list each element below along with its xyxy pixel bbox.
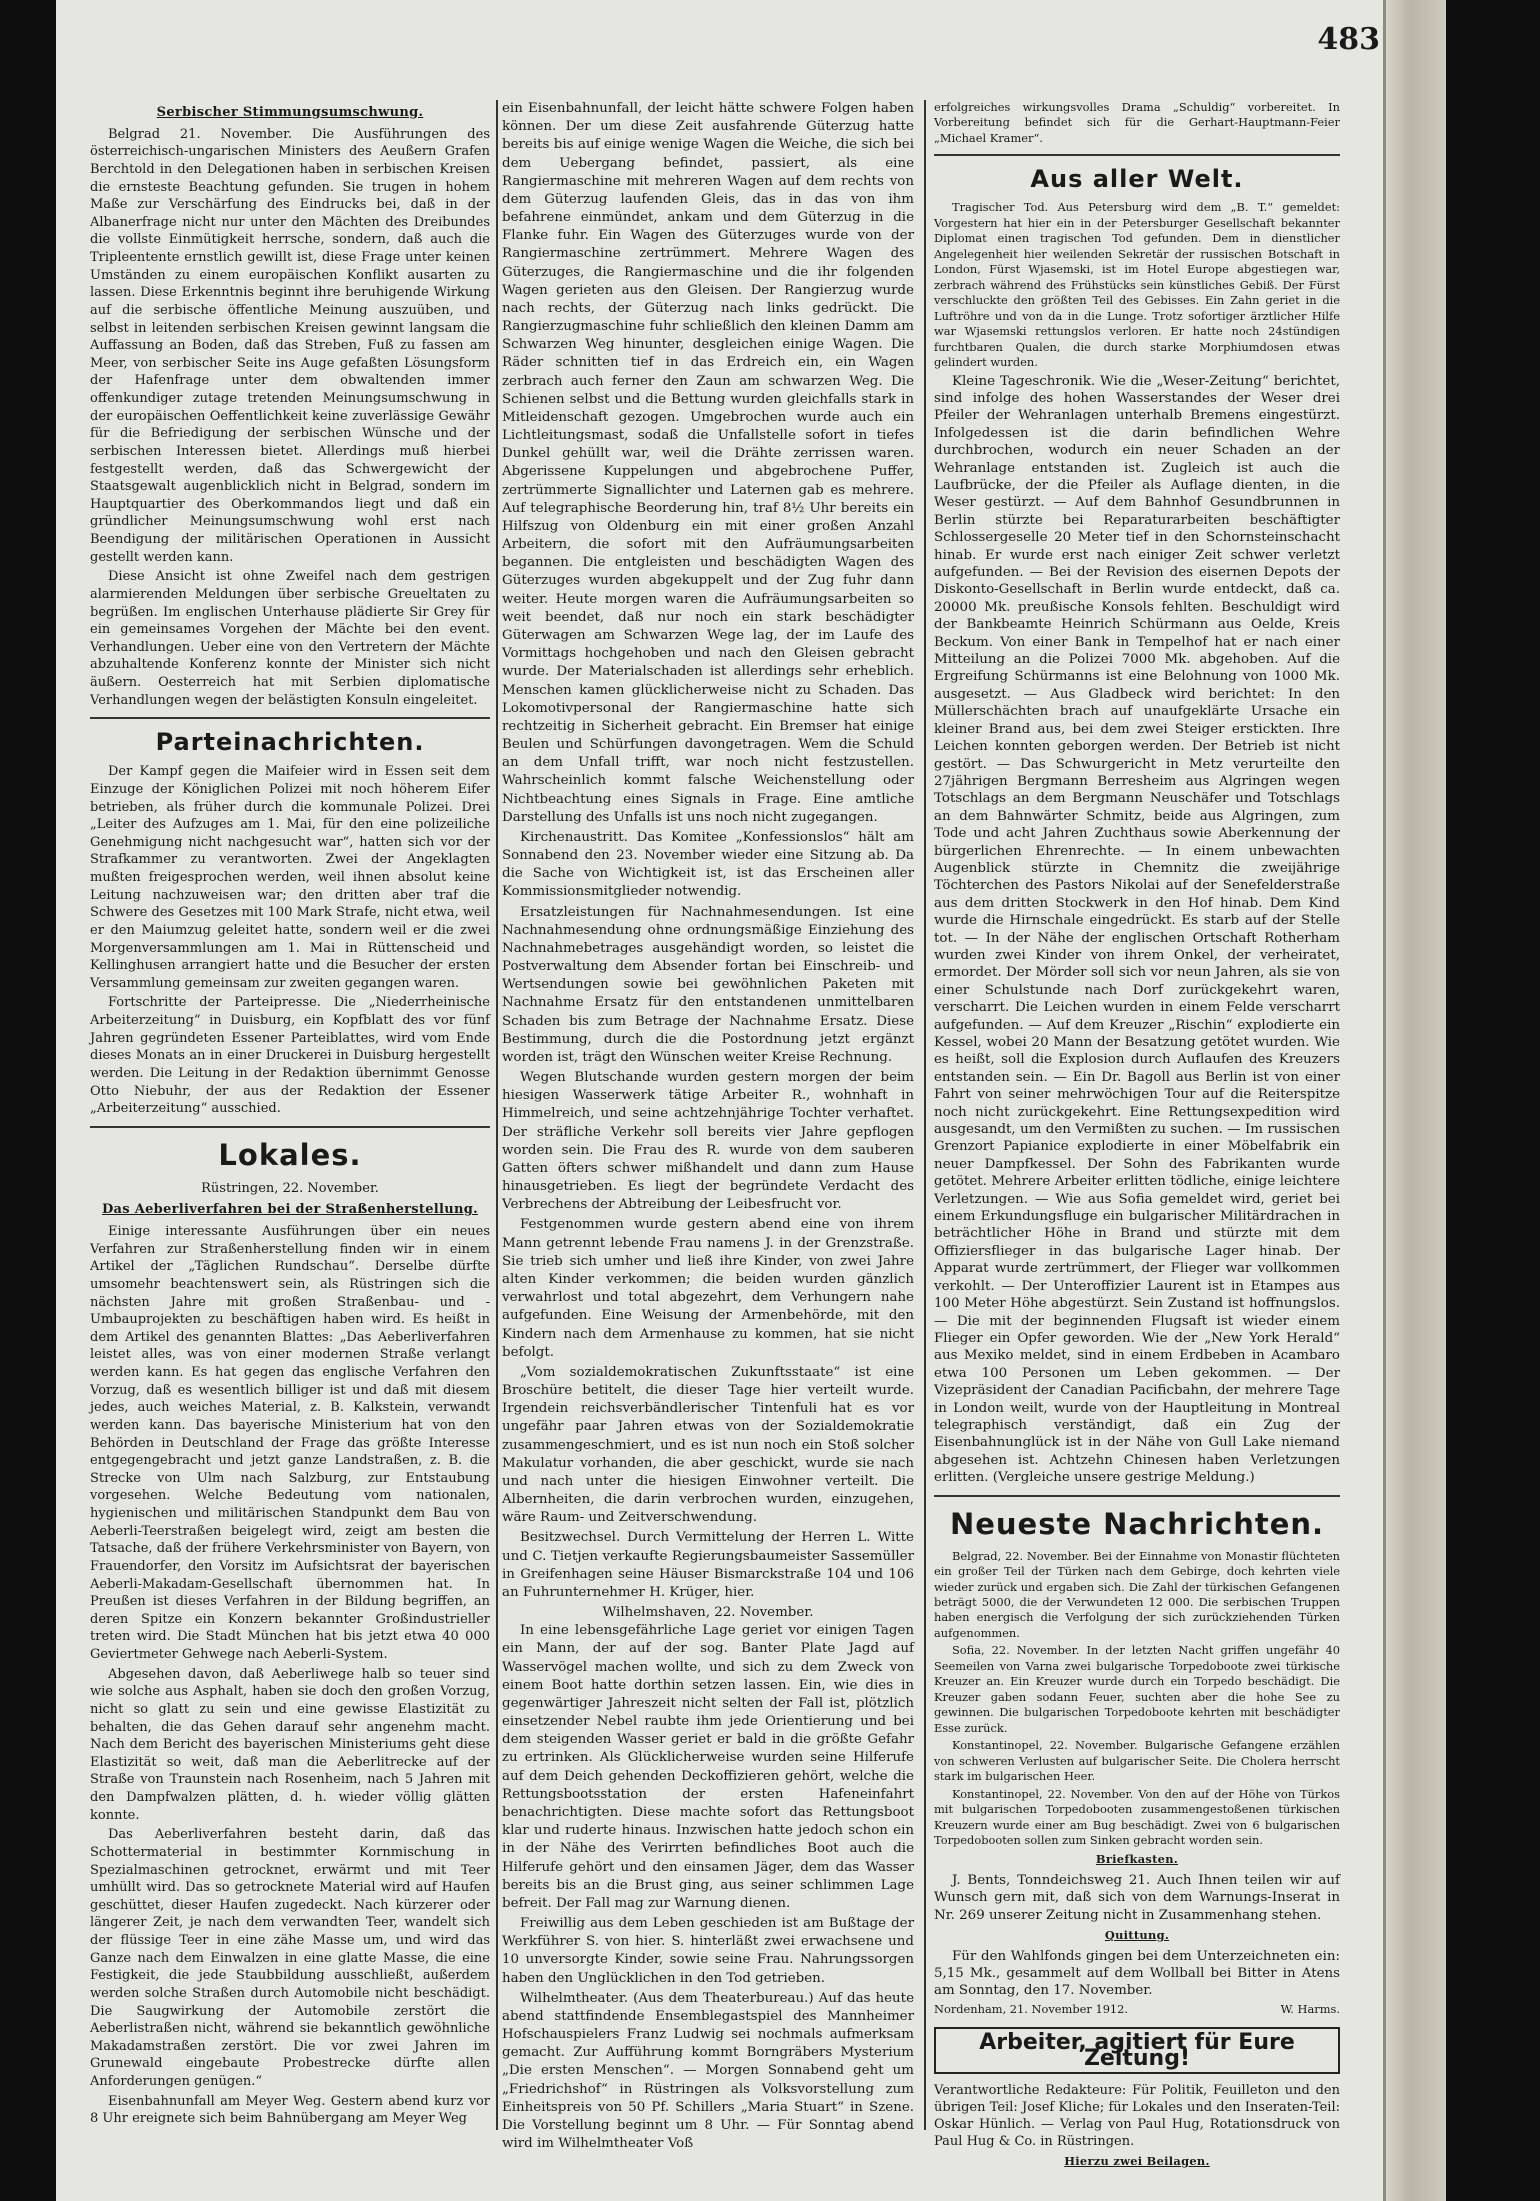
section-rule: [934, 1495, 1340, 1497]
column-rule: [924, 100, 926, 2130]
article-paragraph: Belgrad 21. November. Die Ausführungen des österreichisch-ungarischen Ministers des Aeußern Grafen Berchtold in den Delegationen haben in serbischen Kreisen die ernsteste Beachtung gefunden. Sie trugen in hohem Maße zur Verschärfung des Eindrucks bei, daß in der Albanerfrage nicht nur unter den Mächten des Dreibundes die vollste Einmütigkeit herrsche, sondern, daß auch die Tripleentente ernstlich gewillt ist, diese Frage unter keinen Umständen zu einem europäischen Konflikt ausarten zu lassen. Diese Erkenntnis beginnt ihre beruhigende Wirkung auf die serbische öffentliche Meinung auszuüben, und selbst in leitenden serbischen Kreisen gewinnt langsam die Auffassung an Boden, daß das Streben, Fuß zu fassen am Meer, von serbischer Seite ins Auge gefaßten Lösungsform der Hafenfrage unter dem obwaltenden immer offenkundiger zutage tretenden Meinungsumschwung in der europäischen Oeffentlichkeit keine zuverlässige Gewähr für die Befriedigung der serbischen Wünsche und der serbischen Interessen bietet. Allerdings muß hierbei festgestellt werden, daß das Schwergewicht der Staatsgewalt augenblicklich nicht in Belgrad, sondern im Hauptquartier des Oberkommandos liegt und daß ein gründlicher Meinungsumschwung wohl erst nach Beendigung der militärischen Operationen in Aussicht gestellt werden kann.: [90, 126, 490, 565]
imprint: Verantwortliche Redakteure: Für Politik, Feuilleton und den übrigen Teil: Josef Kliche; für Lokales und den Inseraten-Teil: Oskar Hünlich. — Verlag von Paul Hug, Rotationsdruck von Paul Hug & Co. in Rüstringen.: [934, 2083, 1340, 2150]
article-paragraph: Abgesehen davon, daß Aeberliwege halb so teuer sind wie solche aus Asphalt, haben sie doch den großen Vorzug, nicht so glatt zu sein und eine gewisse Elastizität zu behalten, die das Gehen darauf sehr angenehm macht. Nach dem Bericht des bayerischen Ministeriums geht diese Elastizität so weit, daß man die Aeberlitrecke auf der Straße von Traunstein nach Rosenheim, nach 5 Jahren mit den Dampfwalzen plätten, d. h. wieder völlig glätten konnte.: [90, 1666, 490, 1823]
article-paragraph: Der Kampf gegen die Maifeier wird in Essen seit dem Einzuge der Königlichen Polizei mit noch höherem Eifer betrieben, als früher durch die kommunale Polizei. Drei „Leiter des Aufzuges am 1. Mai, für den eine polizeiliche Genehmigung nicht nachgesucht war“, hatten sich vor der Strafkammer zu verantworten. Zwei der Angeklagten mußten freigesprochen werden, weil ihnen absolut keine Leitung nachzuweisen war; den dritten aber traf die Schwere des Gesetzes mit 100 Mark Strafe, nicht etwa, weil er den Maiumzug geleitet hatte, sondern weil er die zwei Morgenversammlungen am 1. Mai in Rüttenscheid und Kellinghusen arrangiert hatte und die Besucher der ersten Versammlung gemeinsam zur zweiten gegangen waren.: [90, 764, 490, 991]
article-paragraph: Fortschritte der Parteipresse. Die „Niederrheinische Arbeiterzeitung“ in Duisburg, ein Kopfblatt des vor fünf Jahren gegründeten Essener Parteiblattes, wird vom Ende dieses Monats an in einer Druckerei in Duisburg hergestellt werden. Die Leitung in der Redaktion übernimmt Genosse Otto Niebuhr, der aus der Redaktion der Essener „Arbeiterzeitung“ ausschied.: [90, 995, 490, 1117]
article-paragraph: Kirchenaustritt. Das Komitee „Konfessionslos“ hält am Sonnabend den 23. November wieder eine Sitzung ab. Da die Sache von Wichtigkeit ist, ist das Erscheinen aller Kommissionsmitglieder notwendig.: [502, 829, 914, 900]
article-paragraph: Belgrad, 22. November. Bei der Einnahme von Monastir flüchteten ein großer Teil der Türken nach dem Gebirge, doch kehrten viele wieder zurück und ergaben sich. Die Zahl der türkischen Gefangenen beträgt 5000, die der Verwundeten 12 000. Die serbischen Truppen haben energisch die Verfolgung der sich zurückziehenden Türken aufgenommen.: [934, 1548, 1340, 1640]
article-paragraph: Konstantinopel, 22. November. Bulgarische Gefangene erzählen von schweren Verlusten auf bulgarischer Seite. Die Cholera herrscht stark im bulgarischen Heer.: [934, 1738, 1340, 1784]
section-heading: Aus aller Welt.: [1030, 165, 1244, 194]
article-paragraph: Wilhelmtheater. (Aus dem Theaterbureau.) Auf das heute abend stattfindende Ensemblegastspiel des Mannheimer Hofschauspielers Franz Ludwig sei nochmals aufmerksam gemacht. Zur Aufführung kommt Borngräbers Mysterium „Die ersten Menschen“. — Morgen Sonnabend geht um „Friedrichshof“ in Rüstringen als Volksvorstellung zum Einheitspreis von 50 Pf. Schillers „Maria Stuart“ in Szene. Die Vorstellung beginnt um 8 Uhr. — Für Sonntag abend wird im Wilhelmtheater Voß: [502, 1990, 914, 2152]
article-paragraph: Diese Ansicht ist ohne Zweifel nach dem gestrigen alarmierenden Meldungen über serbische Greueltaten zu begrüßen. Im englischen Unterhause plädierte Sir Grey für ein gemeinsames Vorgehen der Mächte bei den event. Verhandlungen. Ueber eine von den Vertretern der Mächte abzuhaltende Konferenz konnte der Minister sich nicht äußern. Oesterreich hat mit Serbien diplomatische Verhandlungen wegen der belästigten Konsuln eingeleitet.: [90, 569, 490, 708]
article-paragraph: „Vom sozialdemokratischen Zukunftsstaate“ ist eine Broschüre betitelt, die dieser Tage hier verteilt wurde. Irgendein reichsverbändlerischer Tintenfuli hat es vor ungefähr paar Jahren etwas von der Sozialdemokratie zusammengeschmiert, und es ist nun noch ein Stoß solcher Makulatur vorhanden, die aber geschickt, wurde sie nach und nach unter die hiesigen Einwohner verteilt. Die Albernheiten, die darin verbrochen wurden, einzugehen, wäre Raum- und Zeitverschwendung.: [502, 1364, 914, 1526]
article-paragraph: Eisenbahnunfall am Meyer Weg. Gestern abend kurz vor 8 Uhr ereignete sich beim Bahnübergang am Meyer Weg: [90, 2093, 490, 2127]
column-rule: [496, 100, 498, 2130]
section-heading: Neueste Nachrichten.: [949, 1506, 1325, 1541]
signature-line: [934, 2002, 1340, 2017]
column-1: [90, 100, 490, 2130]
article-headline: Das Aeberliverfahren bei der Straßenherstellung.: [101, 1202, 478, 1218]
section-rule: [90, 1126, 490, 1128]
supplement-note: Hierzu zwei Beilagen.: [1064, 2154, 1210, 2169]
article-paragraph: Konstantinopel, 22. November. Von den auf der Höhe von Türkos mit bulgarischen Torpedobooten zusammengestoßenen türkischen Kreuzern wurde einer am Bug beschädigt. Zwei von 6 bulgarischen Torpedobooten sollen zum Sinken gebracht worden sein.: [934, 1786, 1340, 1847]
article-paragraph: Kleine Tageschronik. Wie die „Weser-Zeitung“ berichtet, sind infolge des hohen Wasserstandes der Weser drei Pfeiler der Wehranlagen unterhalb Bremens eingestürzt. Infolgedessen ist die darin befindlichen Wehre durchbrochen, wodurch ein neuer Schaden an der Wehranlage entstanden ist. Zugleich ist auch die Laufbrücke, der die Pfeiler als Auflage dienten, in die Weser gestürzt. — Auf dem Bahnhof Gesundbrunnen in Berlin stürzte bei Reparaturarbeiten beschäftigter Schlossergeselle 20 Meter tief in den Schornsteinschacht hinab. Er wurde erst nach einiger Zeit schwer verletzt aufgefunden. — Bei der Revision des eisernen Depots der Diskonto-Gesellschaft in Berlin wurde entdeckt, daß ca. 20000 Mk. preußische Konsols fehlten. Beschuldigt wird der Bankbeamte Heinrich Schürmann aus Oelde, Kreis Beckum. Von einer Bank in Tempelhof hat er nach einer Mitteilung an die Polizei 7000 Mk. abgehoben. Auf die Ergreifung Schürmanns ist eine Belohnung von 1000 Mk. ausgesetzt. — Aus Gladbeck wird berichtet: In den Müllerschächten brach auf unaufgeklärte Ursache ein kleiner Brand aus, bei dem zwei Steiger erstickten. Ihre Leichen konnten geborgen werden. Der Betrieb ist nicht gestört. — Das Schwurgericht in Metz verurteilte den 27jährigen Bergmann Berresheim aus Algringen wegen Totschlags an dem Bergmann Neuschäfer und Totschlags an dem Bahnwärter Schmitz, beide aus Algringen, zum Tode und acht Jahren Zuchthaus sowie Aberkennung der bürgerlichen Ehrenrechte. — In einem unbewachten Augenblick stürzte in Chemnitz die zweijährige Töchterchen des Pastors Nikolai auf der Senefelderstraße aus dem dritten Stockwerk in den Hof hinab. Dem Kind wurde die Hirnschale eingedrückt. Es starb auf der Stelle tot. — In der Nähe der englischen Ortschaft Rotherham wurden zwei Kinder von ihrem Onkel, der verheiratet, ermordet. Der Mörder soll sich vor neun Jahren, als sie von einer Schulstunde nach Dorf zurückgekehrt waren, verscharrt. Die Leichen wurden in einem Felde verscharrt aufgefunden. — Auf dem Kreuzer „Rischin“ explodierte ein Kessel, wobei 20 Mann der Besatzung getötet wurden. Wie es heißt, soll die Explosion durch Auflaufen des Kreuzers entstanden sein. — Ein Dr. Bagoll aus Berlin ist von einer Fahrt von seiner mehrwöchigen Tour auf die Reiterspitze noch nicht zurückgekehrt. Eine Rettungsexpedition wird ausgesandt, um den Vermißten zu suchen. — Im russischen Grenzort Papianice explodierte in einer Möbelfabrik ein neuer Dampfkessel. Der Sohn des Fabrikanten wurde getötet. Mehrere Arbeiter erlitten tödliche, einige leichtere Verletzungen. — Wie aus Sofia gemeldet wird, geriet bei einem Erkundungsfluge ein bulgarischer Militärdrachen in beträchtlicher Höhe in Brand und stürzte mit dem Offiziersflieger in das bulgarische Lager hinab. Der Apparat wurde zertrümmert, der Flieger war vollkommen verkohlt. — Der Unteroffizier Laurent ist in Etampes aus 100 Meter Höhe abgestürzt. Sein Zustand ist hoffnungslos. — Die mit der beginnenden Flugsaft ist wieder einem Flieger ein Opfer geworden. Wie der „New York Herald“ aus Mexiko meldet, sind in einem Erdbeben in Acambaro etwa 100 Personen um Leben gekommen. — Der Vizepräsident der Canadian Pacificbahn, der mehrere Tage in London weilt, wurde von der Hauptleitung in Montreal telegraphisch verständigt, daß ein Zug der Eisenbahnunglück ist in der Nähe von Gull Lake niemand abgesehen ist. Achtzehn Chinesen haben Verletzungen erlitten. (Vergleiche unsere gestrige Meldung.): [934, 373, 1340, 1486]
article-paragraph: Besitzwechsel. Durch Vermittelung der Herren L. Witte und C. Tietjen verkaufte Regierungsbaumeister Sassemüller in Greifenhagen seine Häuser Bismarckstraße 104 und 106 an Fuhrunternehmer H. Krüger, hier.: [502, 1530, 914, 1600]
article-paragraph: Tragischer Tod. Aus Petersburg wird dem „B. T.“ gemeldet: Vorgestern hat hier ein in der Petersburger Gesellschaft bekannter Diplomat einen tragischen Tod gefunden. Dem in dienstlicher Angelegenheit hier weilenden Sekretär der russischen Botschaft in London, Fürst Wjasemski, ist im Hotel Europe abgestiegen war, zerbrach während des Frühstücks sein künstliches Gebiß. Der Fürst verschluckte den größten Teil des Gebisses. Ein Zahn geriet in die Luftröhre und von da in die Lunge. Trotz sofortiger ärztlicher Hilfe war Wjasemski rettungslos verloren. Er hatte noch 24stündigen furchtbaren Qualen, die durch starke Morphiumdosen etwas gelindert wurden.: [934, 200, 1340, 370]
section-heading: Lokales.: [218, 1137, 362, 1172]
article-paragraph: Sofia, 22. November. In der letzten Nacht griffen ungefähr 40 Seemeilen von Varna zwei bulgarische Torpedoboote zwei türkische Kreuzer an. Ein Kreuzer wurde durch ein Torpedo beschädigt. Die Kreuzer gaben sodann Feuer, suchten aber die hohe See zu gewinnen. Die bulgarischen Torpedoboote kehrten mit beschädigter Esse zurück.: [934, 1643, 1340, 1735]
article-paragraph: Das Aeberliverfahren besteht darin, daß das Schottermaterial in bestimmter Kornmischung in Spezialmaschinen getrocknet, erwärmt und mit Teer umhüllt wird. Das so getrocknete Material wird auf Haufen geschüttet, dieser Haufen zugedeckt. Nach kürzerer oder längerer Zeit, je nach dem verwandten Teer, wandelt sich der flüssige Teer in eine zähe Masse um, und wird das Ganze nach dem Einwalzen in eine glatte Masse, die eine Festigkeit, die jede Staubbildung ausschließt, außerdem werden solche Straßen durch Automobile nicht beschädigt. Die Saugwirkung der Automobile zerstört die Aeberlistraßen nicht, während sie bekanntlich gewöhnliche Makadamstraßen zerstört. Die vor zwei Jahren im Grunewald eingebaute Probestrecke dürfte allen Anforderungen genügen.“: [90, 1827, 490, 2089]
article-paragraph: Für den Wahlfonds gingen bei dem Unterzeichneten ein: 5,15 Mk., gesammelt auf dem Wollball bei Bitter in Atens am Sonntag, den 17. November.: [934, 1948, 1340, 1999]
article-headline: Serbischer Stimmungsumschwung.: [156, 105, 424, 120]
article-paragraph: Ersatzleistungen für Nachnahmesendungen. Ist eine Nachnahmesendung ohne ordnungsmäßige Einziehung des Nachnahmebetrages ausgehändigt worden, so leistet die Postverwaltung dem Absender fortan bei Einschreib- und Wertsendungen sowie bei gewöhnlichen Paketen mit Nachnahme Ersatz für den entstandenen unmittelbaren Schaden bis zum Betrage der Nachnahme Ersatz. Diese Bestimmung, durch die die Postordnung jetzt ergänzt worden ist, trägt den Wünschen weiter Kreise Rechnung.: [502, 904, 914, 1065]
article-paragraph: In eine lebensgefährliche Lage geriet vor einigen Tagen ein Mann, der auf der sog. Banter Plate Jagd auf Wasservögel machen wollte, und sich zu dem Zweck von einem Boot hatte dorthin setzen lassen. Ein, wie dies in gegenwärtiger Jahreszeit nicht selten der Fall ist, plötzlich einsetzender Nebel raubte ihm jede Orientierung und bei dem steigenden Wasser geriet er bald in die größte Gefahr zu ertrinken. Als Glücklicherweise wurden seine Hilferufe auf dem Deich gehenden Deckoffizieren gehört, welche die Rettungsbootsstation der ersten Hafeneinfahrt benachrichtigten. Diese machte sofort das Rettungsboot klar und ruderte hinaus. Inzwischen hatte jedoch schon ein in der Nähe des Verirrten befindliches Boot auch die Hilferufe gehört und den einsamen Jäger, dem das Wasser bereits bis an die Brust ging, aus seiner schlimmen Lage befreit. Der Fall mag zur Warnung dienen.: [502, 1623, 914, 1911]
section-heading: Parteinachrichten.: [155, 728, 425, 757]
column-2: [502, 100, 914, 2155]
article-headline: Quittung.: [1104, 1928, 1170, 1943]
article-paragraph: J. Bents, Tonndeichsweg 21. Auch Ihnen teilen wir auf Wunsch gern mit, daß sich von dem Warnungs-Inserat in Nr. 269 unserer Zeitung nicht in Zusammenhang stehen.: [934, 1872, 1340, 1923]
article-paragraph: ein Eisenbahnunfall, der leicht hätte schwere Folgen haben können. Der um diese Zeit ausfahrende Güterzug hatte bereits bis auf einige wenige Wagen die Weiche, die sich bei dem Uebergang befindet, passiert, als eine Rangiermaschine mit mehreren Wagen auf dem rechts von dem Güterzug laufenden Gleis, das in das von ihm befahrene einmündet, ankam und dem Güterzug in die Flanke fuhr. Ein Wagen des Güterzuges wurde von der Rangiermaschine zertrümmert. Mehrere Wagen des Güterzuges, die Rangiermaschine und die ihr folgenden Wagen gerieten aus den Gleisen. Der Rangierzug wurde nach rechts, der Güterzug nach links gedrückt. Die Rangierzugmaschine fuhr schließlich den kleinen Damm am Schwarzen Weg hinunter, desgleichen einige Wagen. Die Räder schnitten tief in das Erdreich ein, ein Wagen zerbrach auch ferner den Zaun am schwarzen Weg. Die Schienen selbst und die Bettung wurden gleichfalls stark in Mitleidenschaft gezogen. Umgebrochen wurde auch ein Lichtleitungsmast, sodaß die Unfallstelle sofort in tiefes Dunkel gehüllt war, weil die Drähte zerrissen waren. Abgerissene Kuppelungen und abgebrochene Puffer, zertrümmerte Signallichter und Laternen gab es mehrere. Auf telegraphische Beorderung hin, traf 8½ Uhr bereits ein Hilfszug von Oldenburg ein mit einer großen Anzahl Arbeitern, die sofort mit den Aufräumungsarbeiten begannen. Die entgleisten und beschädigten Wagen des Güterzuges wurden abgekuppelt und der Zug fuhr dann weiter. Heute morgen waren die Aufräumungsarbeiten so weit beendet, daß nur noch ein stark beschädigter Güterwagen am Schwarzen Wege lag, der im Laufe des Vormittags hochgehoben und nach den Gleisen gebracht wurde. Der Materialschaden ist allerdings sehr erheblich. Menschen kamen glücklicherweise nicht zu Schaden. Das Lokomotivpersonal der Rangiermaschine hatte sich rechtzeitig in Sicherheit gebracht. Ein Bremser hat einige Beulen und Schürfungen davongetragen. Wem die Schuld an dem Unfall trifft, war noch nicht festzustellen. Wahrscheinlich kommt falsche Weichenstellung oder Nichtbeachtung eines Signals in Frage. Eine amtliche Darstellung des Unfalls ist uns noch nicht zugegangen.: [502, 101, 914, 825]
column-3: [934, 100, 1340, 2174]
signature-name: W. Harms.: [1280, 2001, 1340, 2016]
article-paragraph: Einige interessante Ausführungen über ein neues Verfahren zur Straßenherstellung finden wir in einem Artikel der „Täglichen Rundschau“. Derselbe dürfte umsomehr beachtenswert sein, als Rüstringen sich die nächsten Jahre mit großen Straßenbau- und -Umbauprojekten zu beschäftigen haben wird. Es heißt in dem Artikel des genannten Blattes: „Das Aeberliverfahren leistet alles, was von einer modernen Straße verlangt werden kann. Es hat gegen das englische Verfahren den Vorzug, daß es wesentlich billiger ist und daß mit diesem jedes, auch weiches Material, z. B. Kalkstein, verwandt werden kann. Das bayerische Ministerium hat von den Behörden in Deutschland der Frage das größte Interesse entgegengebracht und jetzt ganze Landstraßen, z. B. die Strecke von Ulm nach Salzburg, zur Entstaubung vorgesehen. Welche Bedeutung vom nationalen, hygienischen und militärischen Standpunkt dem Bau von Aeberli-Teerstraßen beigelegt wird, zeigt am besten die Tatsache, daß der frühere Verkehrsminister von Bayern, von Frauendorfer, den Vorsitz im Aufsichtsrat der bayerischen Aeberli-Makadam-Gesellschaft übernommen hat. In Preußen ist dieses Verfahren in der Bildung begriffen, an deren Spitze ein Konzern bekannter Großindustrieller treten wird. Die Stadt München hat bis jetzt etwa 40 000 Geviertmeter Gehwege nach Aeberli-System.: [90, 1224, 490, 1662]
dateline: Wilhelmshaven, 22. November.: [602, 1605, 814, 1621]
newspaper-page: [56, 0, 1446, 2201]
page-binding-edge: [1383, 0, 1446, 2201]
page-number: 483: [1317, 22, 1380, 57]
dateline: Rüstringen, 22. November.: [201, 1180, 379, 1196]
article-paragraph: erfolgreiches wirkungsvolles Drama „Schuldig“ vorbereitet. In Vorbereitung befindet sich für die Gerhart-Hauptmann-Feier „Michael Kramer“.: [934, 100, 1340, 145]
article-paragraph: Wegen Blutschande wurden gestern morgen der beim hiesigen Wasserwerk tätige Arbeiter R., wohnhaft in Himmelreich, und seine achtzehnjährige Tochter verhaftet. Der sträfliche Verkehr soll bereits vier Jahre gepflogen worden sein. Die Frau des R. wurde von dem sauberen Gatten öfters schwer mißhandelt und dann zum Hause hinausgetrieben. Es liegt der begründete Verdacht des Verbrechens der Abtreibung der Leibesfrucht vor.: [502, 1070, 914, 1213]
slogan-box: Arbeiter, agitiert für Eure Zeitung!: [934, 2027, 1340, 2074]
section-rule: [90, 717, 490, 719]
article-paragraph: Freiwillig aus dem Leben geschieden ist am Bußtage der Werkführer S. von hier. S. hinterläßt zwei erwachsene und 10 unversorgte Kinder, sowie seine Frau. Nahrungssorgen haben den Unglücklichen in den Tod getrieben.: [502, 1916, 914, 1986]
article-paragraph: Festgenommen wurde gestern abend eine von ihrem Mann getrennt lebende Frau namens J. in der Grenzstraße. Sie trieb sich umher und ließ ihre Kinder, von zwei Jahre alten Kinder verkommen; die beiden wurden gänzlich verwahrlost und total abgezehrt, dem Verhungern nahe aufgefunden. Eine Weisung der Armenbehörde, mit den Kindern nach dem Armenhause zu kommen, hat sie nicht befolgt.: [502, 1217, 914, 1360]
article-headline: Briefkasten.: [1095, 1852, 1179, 1867]
section-rule: [934, 154, 1340, 156]
signature-place: Nordenham, 21. November 1912.: [934, 2001, 1129, 2016]
